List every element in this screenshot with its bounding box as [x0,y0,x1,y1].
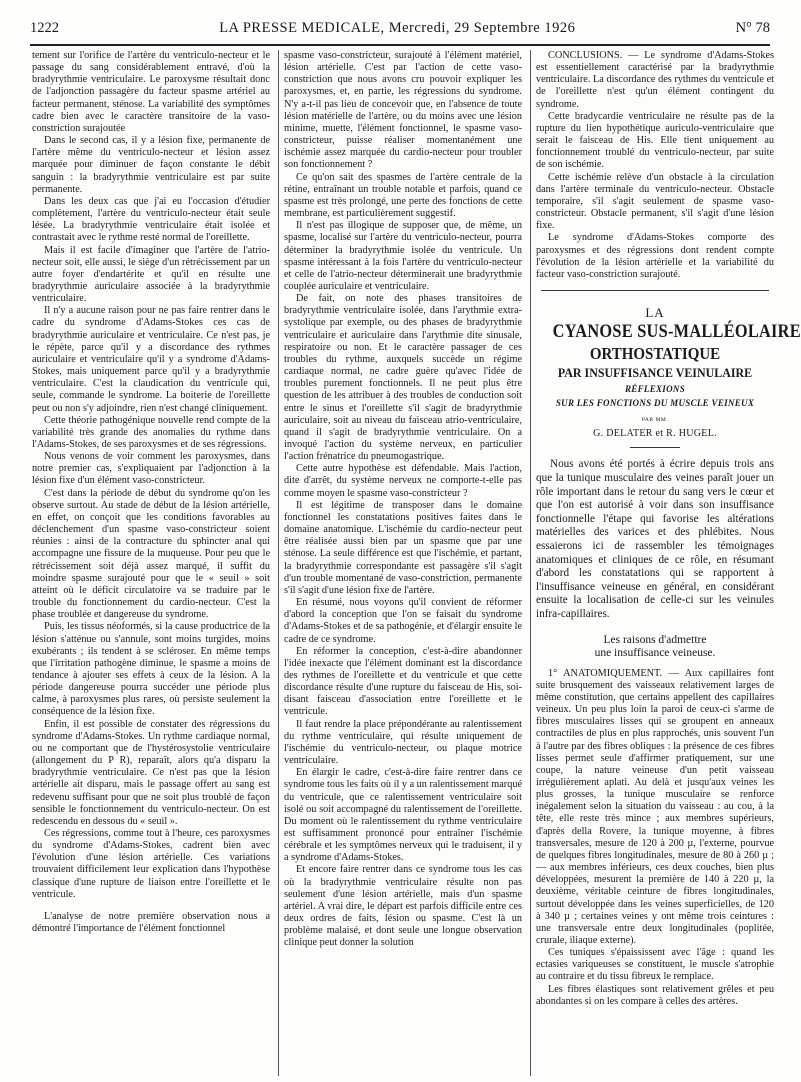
running-header [30,20,770,42]
section-heading-line-2: une insuffisance veineuse. [594,646,716,659]
paragraph: Cette autre hypothèse est défendable. Mais l'action, dite d'arrêt, du système nerveux ne comporte-t-elle pas comme moyen le spasme vaso-constricteur ? [284,463,522,499]
title-rule [630,447,680,448]
paragraph: En élargir le cadre, c'est-à-dire faire rentrer dans ce syndrome tous les faits où il y a un ralentissement marqué du ventricule, que ce ralentissement ventriculaire soit isolé ou soit accompagné du ralentissement de l'oreillette. Du moment où le ralentissement du rythme ventriculaire est suffisamment prononcé pour entraîner l'ischémie cérébrale et les symptômes nerveux qui le traduisent, il y a syndrome d'Adams-Stokes. [284,767,522,864]
paragraph: 1° ANATOMIQUEMENT. — Aux capillaires font suite brusquement des vaisseaux relativement larges de même constitution, que certains appellent des capillaires veineux. Un peu plus loin la paroi de ceux-ci s'arme de fibres musculaires lisses qui se groupent en anneaux contractiles de plus en plus rapprochés, unis souvent l'un à l'autre par des fibres obliques : la présence de ces fibres lisses permet seule d'affirmer pratiquement, sur une coupe, la nature veineuse d'un petit vaisseau irrégulièrement aplati. Au delà et jusqu'aux veines les plus grosses, la tunique musculaire se renforce inégalement selon la situation du vaisseau : au cou, à la tête, elle reste très mince ; aux membres supérieurs, d'après della Rovere, la tunique moyenne, à fibres transversales, mesure de 120 à 200 µ, l'externe, pourvue de quelques fibres longitudinales, mesure de 80 à 260 µ ; — aux membres inférieurs, ces deux couches, bien plus développées, mesurent la première de 140 à 220 µ, la deuxième, véritable ceinture de fibres longitudinales, surtout développée dans les veines superficielles, de 120 à 340 µ ; certaines veines y ont même trois ceintures : une transversale entre deux longitudinales (poplitée, crurale, iliaque externe). [536,667,774,946]
paragraph: Nous venons de voir comment les paroxysmes, dans notre premier cas, s'expliquaient par l'adjonction à la lésion fixe d'un élément vaso-constricteur. [32,451,270,487]
paragraph: Cette théorie pathogénique nouvelle rend compte de la variabilité très grande des anomalies du rythme dans l'Adams-Stokes, de ses paroxysmes et de ses régressions. [32,414,270,450]
article-title-main: CYANOSE SUS-MALLÉOLAIRE [552,321,801,343]
paragraph: Ces régressions, comme tout à l'heure, ces paroxysmes du syndrome d'Adams-Stokes, cadrent bien avec l'évolution d'une lésion artérielle. Ces variations trouvaient difficilement leur explication dans l'hypothèse classique d'une rupture de liaison entre l'oreillette et le ventricule. [32,828,270,900]
paragraph: Les fibres élastiques sont relativement grêles et peu abondantes si on les compare à celles des artères. [536,983,774,1007]
paragraph: Et encore faire rentrer dans ce syndrome tous les cas où la bradyrythmie ventriculaire résulte non pas seulement d'une lésion artérielle, mais d'un spasme artériel. A vrai dire, le départ est parfois difficile entre ces deux ordres de faits, lésion ou spasme. C'est là un problème malaisé, et dont seule une longue observation clinique peut donner la solution [284,864,522,949]
article-byline-label: PAR MM. [641,417,669,424]
column-divider-1 [278,50,279,1076]
paragraph: Dans le second cas, il y a lésion fixe, permanente de l'artère même du ventriculo-necteur et lésion assez marquée pour diminuer de façon constante le débit sanguin : la bradyrythmie ventriculaire est par suite permanente. [32,135,270,195]
article-subtitle-1: RÉFLEXIONS [624,384,686,395]
article-title-line3: PAR INSUFFISANCE VEINULAIRE [557,365,753,381]
paragraph: Cette bradycardie ventriculaire ne résulte pas de la rupture du lien hypothétique auriculo-ventriculaire que serait le faisceau de His. Elle tient uniquement au fonctionnement troublé du ventriculo-necteur, par suite de son ischémie. [536,110,774,171]
paragraph: Le syndrome d'Adams-Stokes comporte des paroxysmes et des régressions dont rendent compte l'évolution de la lésion artérielle et la variabilité du facteur vaso-constriction surajouté. [536,232,774,280]
paragraph: Il n'y a aucune raison pour ne pas faire rentrer dans le cadre du syndrome d'Adams-Stokes ces cas de bradyrythmie auriculaire et ventriculaire. Ce n'est pas, je le répète, parce qu'il y a discordance des rythmes auriculaire et ventriculaire qu'il y a syndrome d'Adams-Stokes, mais uniquement parce qu'il y a bradyrythmie ventriculaire. C'est la claudication du ventricule qui, seule, commande le syndrome. La boiterie de l'oreillette peut ou non s'y adjoindre, rien n'est changé cliniquement. [32,305,270,414]
paragraph: C'est dans la période de début du syndrome qu'on les observe surtout. Au stade de début de la lésion artérielle, en effet, on conçoit que les conditions favorables au déclenchement d'un spasme vaso-constricteur soient réunies : ainsi de la contracture du sphincter anal qui accompagne une fissure de la muqueuse. Pour peu que le rétrécissement soit déjà assez marqué, il suffit du moindre spasme surajouté pour que le « seuil » soit atteint où le déficit circulatoire va se traduire par le trouble du fonctionnement du cardio-necteur. C'est la phase troublée et dangereuse du syndrome. [32,487,270,621]
intro-paragraph: Nous avons été portés à écrire depuis trois ans que la tunique musculaire des veines paraît jouer un rôle important dans le retour du sang vers le cœur et que l'on est autorisé à voir dans son insuffisance fonctionnelle l'étape qui favorise les altérations matérielles des varices et des phlébites. Nous essaierons ici de rassembler les témoignages anatomiques et cliniques de ce rôle, en résumant d'abord les constatations qui se rapportent à l'insuffisance veineuse en général, en considérant ensuite la localisation de celle-ci sur les veinules infra-capillaires. [536,458,774,620]
article-intro [536,458,774,621]
paragraph: Cette ischémie relève d'un obstacle à la circulation dans l'artère terminale du ventriculo-necteur. Obstacle temporaire, s'il s'agit seulement de spasme vaso-constricteur. Obstacle permanent, s'il s'agit d'une lésion fixe. [536,171,774,232]
paragraph: Puis, les tissus néoformés, si la cause productrice de la lésion s'atténue ou s'annule, sont moins turgides, moins exubérants ; ils tendent à se scléroser. En même temps que l'irritation pathogène diminue, le spasme a moins de tendance à ajouter ses effets à ceux de la lésion. A la période dangereuse pourra succéder une période plus calme, à paroxysmes plus rares, où persiste seulement la conséquence de la lésion fixe. [32,621,270,718]
section-heading-line-1: Les raisons d'admettre [603,633,707,646]
article-subtitle-2: SUR LES FONCTIONS DU MUSCLE VEINEUX [555,398,755,409]
header-rule [30,44,770,46]
paragraph: Il n'est pas illogique de supposer que, de même, un spasme, localisé sur l'artère du ventriculo-necteur, pourra déterminer la bradyrythmie isolée du ventricule. Un spasme intéressant à la fois l'artère du ventriculo-necteur et celle de l'atrio-necteur déterminerait une bradyrythmie couplée auriculaire et ventriculaire. [284,220,522,292]
paragraph: Ce qu'on sait des spasmes de l'artère centrale de la rétine, entraînant un trouble notable et parfois, quand ce spasme est très prolongé, une perte des fonctions de cette membrane, est particulièrement suggestif. [284,171,522,220]
paragraph: Il est légitime de transposer dans le domaine fonctionnel les constatations positives faites dans le domaine anatomique. L'ischémie du cardio-necteur peut être réalisée aussi bien par un spasme que par une sténose. La seule différence est que l'ischémie, et partant, la bradyrythmie correspondante est passagère s'il s'agit d'un trouble momentané de vaso-constriction, permanente s'il s'agit d'une lésion fixe de l'artère. [284,499,522,596]
paragraph: De fait, on note des phases transitoires de bradyrythmie ventriculaire isolée, dans l'arythmie extra-systolique par exemple, ou des phases de bradyrythmie ventriculaire et auriculaire dans l'arythmie dite sinusale, respiratoire ou non. Et le caractère passager de ces troubles du rythme, auxquels succède un régime cardiaque normal, ne cadre guère qu'avec l'idée de troubles purement fonctionnels. Il ne peut plus être question de les attribuer à des troubles de conduction soit entre le sinus et l'oreillette s'il s'agit de bradyrythmie auriculaire, soit au niveau du faisceau atrio-ventriculaire, quand il s'agit de bradyrythmie ventriculaire. On a invoqué l'action du système nerveux, en particulier l'action frénatrice du pneumogastrique. [284,293,522,463]
article-title-line2: ORTHOSTATIQUE [589,344,721,364]
paragraph: En réformer la conception, c'est-à-dire abandonner l'idée inexacte que l'élément dominant est la discordance des rythmes de l'oreillette et du ventricule et que cette discordance résulte d'une rupture du faisceau de His, soi-disant faisceau d'association entre l'oreillette et le ventricule. [284,645,522,718]
paragraph: spasme vaso-constricteur, surajouté à l'élément matériel, lésion artérielle. C'est par l'action de cette vaso-constriction que nous avons cru pouvoir expliquer les paroxysmes, et, en partie, les régressions du syndrome. N'y a-t-il pas lieu de concevoir que, en l'absence de toute lésion matérielle de l'artère, ou du moins avec une lésion minime, muette, l'élément fonctionnel, le spasme vaso-constricteur, puisse réaliser momentanément une ischémie assez marquée du cardio-necteur pour troubler son fonctionnement ? [284,50,522,171]
column-1 [32,50,270,1078]
column-3 [536,50,801,1078]
paragraph: Mais il est facile d'imaginer que l'artère de l'atrio-necteur soit, elle aussi, le siège d'un rétrécissement par un autre foyer d'endartérite et qu'il en résulte une bradyrythmie auriculaire associée à la bradyrythmie ventriculaire. [32,244,270,305]
article-authors: G. DELATER et R. HUGEL. [593,428,717,440]
page-number: 1222 [30,20,59,36]
paragraph: Enfin, il est possible de constater des régressions du syndrome d'Adams-Stokes. Un rythme cardiaque normal, ou ne comportant que de l'hystérosystolie ventriculaire (allongement du P R), reparaît, alors qu'a disparu la bradyrythmie ventriculaire. Ce n'est pas que la lésion artérielle ait disparu, mais le passage offert au sang est redevenu suffisant pour que ne soit plus troublé de façon sensible le fonctionnement du ventriculo-necteur. On est redescendu en dessous du « seuil ». [32,718,270,827]
paragraph: En résumé, nous voyons qu'il convient de réformer d'abord la conception que l'on se faisait du syndrome d'Adams-Stokes et de sa pathogénie, et d'élargir ensuite le cadre de ce syndrome. [284,597,522,645]
paragraph: Ces tuniques s'épaississent avec l'âge : quand les ectasies variqueuses se constituent, le muscle s'atrophie au contraire et du tissu fibreux le remplace. [536,947,774,983]
paragraph: Dans les deux cas que j'ai eu l'occasion d'étudier complètement, l'artère du ventriculo-necteur était seule lésée. La bradyrythmie ventriculaire était isolée et contrastait avec le rythme resté normal de l'oreillette. [32,195,270,244]
paragraph: L'analyse de notre première observation nous a démontré l'importance de l'élément fonctionnel [32,910,270,935]
column-2 [284,50,522,1078]
paragraph: tement sur l'orifice de l'artère du ventriculo-necteur et le passage du sang considérablement entravé, d'où la bradyrythmie ventriculaire. Le paroxysme résultait donc de l'adjonction passagère du facteur spasme artériel au facteur permanent, sténose. La variabilité des symptômes cadre bien avec le caractère transitoire de la vaso-constriction surajoutée [32,50,270,134]
journal-title: LA PRESSE MEDICALE, Mercredi, 29 Septembre 1926 [219,20,576,36]
conclusions-paragraph: CONCLUSIONS. — Le syndrome d'Adams-Stokes est essentiellement caractérisé par la bradyrythmie ventriculaire. La discordance des rythmes du ventricule et de l'oreillette n'est qu'un élément contingent du syndrome. [536,50,774,110]
section-heading [536,634,774,660]
article-title-la: LA [645,304,665,320]
article-separator [541,290,769,291]
column-divider-2 [530,50,531,1076]
issue-number: N° 78 [735,20,770,36]
paragraph: Il faut rendre la place prépondérante au ralentissement du rythme ventriculaire, qui résulte uniquement de l'ischémie du ventriculo-necteur, ou plaque motrice ventriculaire. [284,718,522,767]
